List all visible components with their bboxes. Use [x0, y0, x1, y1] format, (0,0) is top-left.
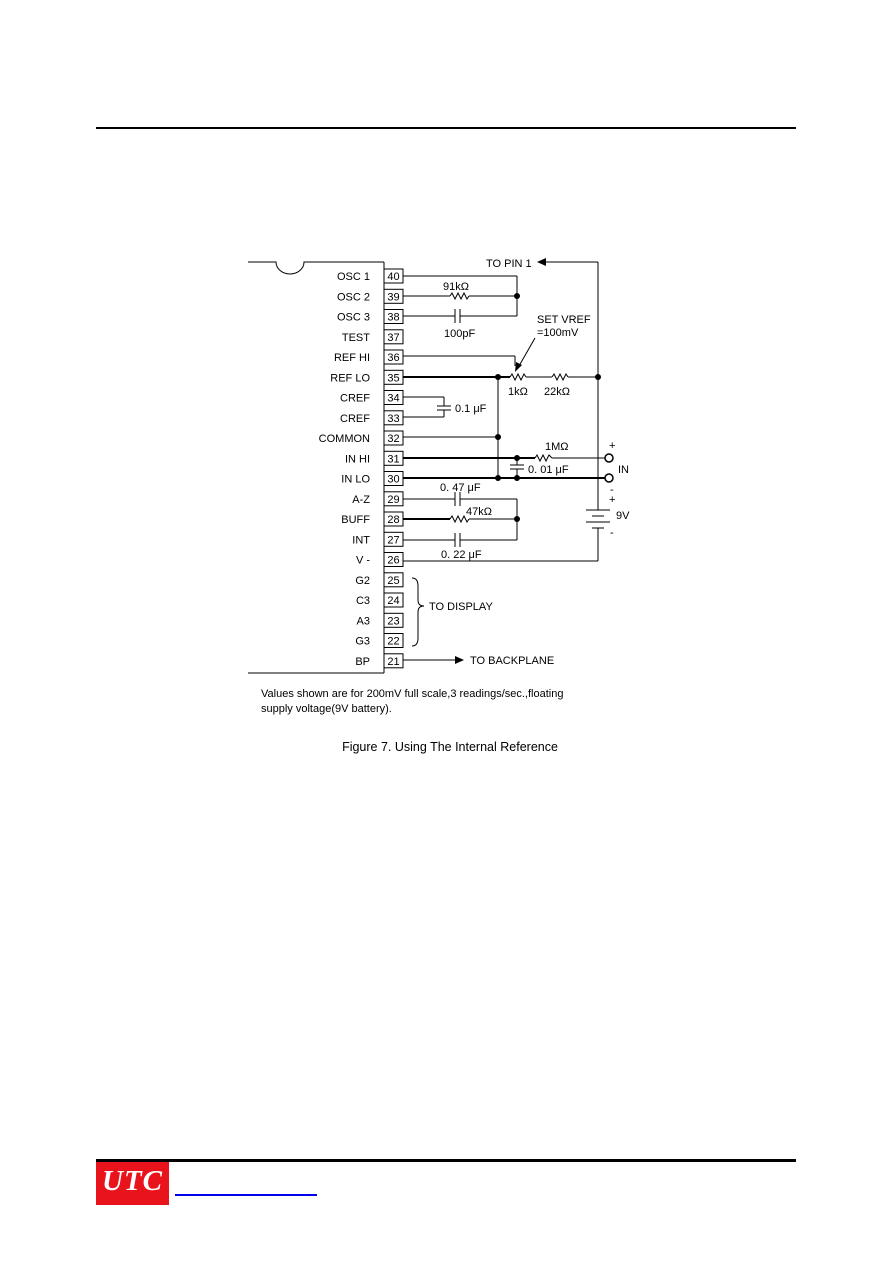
r-in-label: 1MΩ [545, 441, 569, 453]
pin-number: 26 [387, 554, 400, 567]
junction-dot [514, 516, 520, 522]
pin-label: IN LO [341, 473, 370, 486]
pin-number: 39 [387, 291, 400, 304]
pin-23 [357, 613, 403, 627]
r-osc-label: 91kΩ [443, 281, 469, 293]
backplane-connection [403, 655, 554, 667]
pin-label: V - [355, 554, 370, 567]
pin-26 [356, 553, 403, 567]
input-hi-terminal [605, 454, 613, 462]
pin-label: BP [355, 655, 370, 668]
note-line-2: supply voltage(9V battery). [261, 703, 392, 715]
r-buff-label: 47kΩ [466, 506, 492, 518]
reference-network [403, 314, 601, 398]
junction-dot [495, 434, 501, 440]
pin-number: 40 [387, 271, 400, 283]
pin-number: 37 [387, 331, 400, 344]
pin-40 [337, 269, 403, 283]
in-minus-label: - [610, 484, 614, 496]
c-ref-label: 0.1 μF [455, 403, 487, 415]
input-lo-terminal [605, 474, 613, 482]
pin-24 [356, 593, 403, 607]
pin-label: TEST [341, 331, 370, 344]
junction-dot [495, 475, 501, 481]
pin-number: 23 [387, 615, 400, 628]
junction-dot [595, 374, 601, 380]
pin-number: 38 [387, 311, 400, 324]
pin-number: 22 [387, 635, 400, 648]
osc-network [403, 276, 520, 340]
pin-number: 36 [387, 352, 400, 364]
pin-number: 30 [387, 473, 400, 486]
pin-label: G3 [355, 635, 370, 648]
pin-number: 34 [387, 392, 400, 405]
pin-number: 31 [387, 453, 400, 466]
utc-logo-text: UTC [102, 1165, 163, 1197]
pin-25 [355, 573, 403, 587]
pin-31 [345, 451, 403, 465]
pin-label: COMMON [318, 433, 370, 445]
integrator-network [403, 482, 520, 561]
junction-dot [514, 293, 520, 299]
set-vref-label: SET VREF [537, 314, 591, 326]
pin-label: OSC 2 [336, 291, 370, 304]
footer-rule [96, 1159, 796, 1162]
pin-label: A-Z [352, 493, 370, 506]
pin-37 [342, 330, 403, 344]
pin-label: INT [352, 534, 370, 547]
pin-number: 27 [387, 534, 400, 547]
pin-28 [341, 512, 403, 526]
pin-number: 21 [387, 655, 400, 668]
pin-label: CREF [340, 412, 370, 425]
pin-number: 33 [387, 412, 400, 425]
cref-capacitor [403, 397, 487, 417]
battery-plus-label: + [609, 494, 616, 506]
pin-label: CREF [340, 392, 370, 405]
pin-38 [337, 310, 403, 324]
pin-label: OSC 3 [336, 311, 370, 324]
pin-number: 28 [387, 514, 400, 526]
c-int-label: 0. 22 μF [441, 549, 482, 561]
pin-33 [340, 411, 403, 425]
in-plus-label: + [609, 440, 616, 452]
pin-27 [352, 532, 403, 546]
pin-label: REF HI [333, 352, 370, 364]
arrow-right-icon [455, 656, 464, 664]
ic-pins [319, 269, 403, 668]
pin-29 [352, 492, 403, 506]
note-line-1: Values shown are for 200mV full scale,3 readings/sec.,floating [261, 688, 564, 700]
pin-number: 29 [387, 493, 400, 506]
pin-39 [337, 289, 403, 303]
pin-32 [319, 431, 403, 445]
r-ref-label: 22kΩ [544, 386, 570, 398]
pin-34 [340, 391, 403, 405]
c-osc-label: 100pF [444, 328, 476, 340]
pot-label: 1kΩ [508, 386, 528, 398]
c-az-label: 0. 47 μF [440, 482, 481, 494]
set-vref-value: =100mV [537, 327, 579, 339]
footer-link-underline[interactable] [175, 1194, 317, 1196]
pin-label: REF LO [330, 372, 370, 385]
figure-caption: Figure 7. Using The Internal Reference [342, 740, 558, 754]
utc-logo [96, 1162, 169, 1205]
in-label: IN [618, 464, 629, 476]
pin-30 [341, 472, 403, 486]
arrow-left-icon [537, 258, 546, 266]
display-connection [412, 578, 493, 646]
pin-label: BUFF [341, 514, 370, 526]
pin-label: OSC 1 [336, 271, 370, 283]
battery-minus-label: - [610, 527, 614, 539]
pin-number: 32 [387, 433, 400, 445]
to-display-label: TO DISPLAY [429, 601, 493, 613]
pin-22 [355, 634, 403, 648]
to-backplane-label: TO BACKPLANE [470, 655, 555, 667]
pin-label: C3 [355, 595, 370, 607]
pin-36 [334, 350, 403, 364]
junction-dot [514, 475, 520, 481]
pin-number: 35 [387, 372, 400, 385]
pin-35 [330, 370, 403, 384]
brace-icon [412, 578, 424, 646]
pin-label: A3 [356, 615, 370, 628]
pin-label: IN HI [344, 453, 370, 466]
pin-number: 24 [387, 595, 400, 607]
pin-label: G2 [355, 574, 370, 587]
c-in-label: 0. 01 μF [528, 464, 569, 476]
pin-number: 25 [387, 574, 400, 587]
to-pin1-label: TO PIN 1 [486, 258, 532, 270]
battery-label: 9V [616, 510, 630, 522]
pin-21 [355, 654, 403, 668]
